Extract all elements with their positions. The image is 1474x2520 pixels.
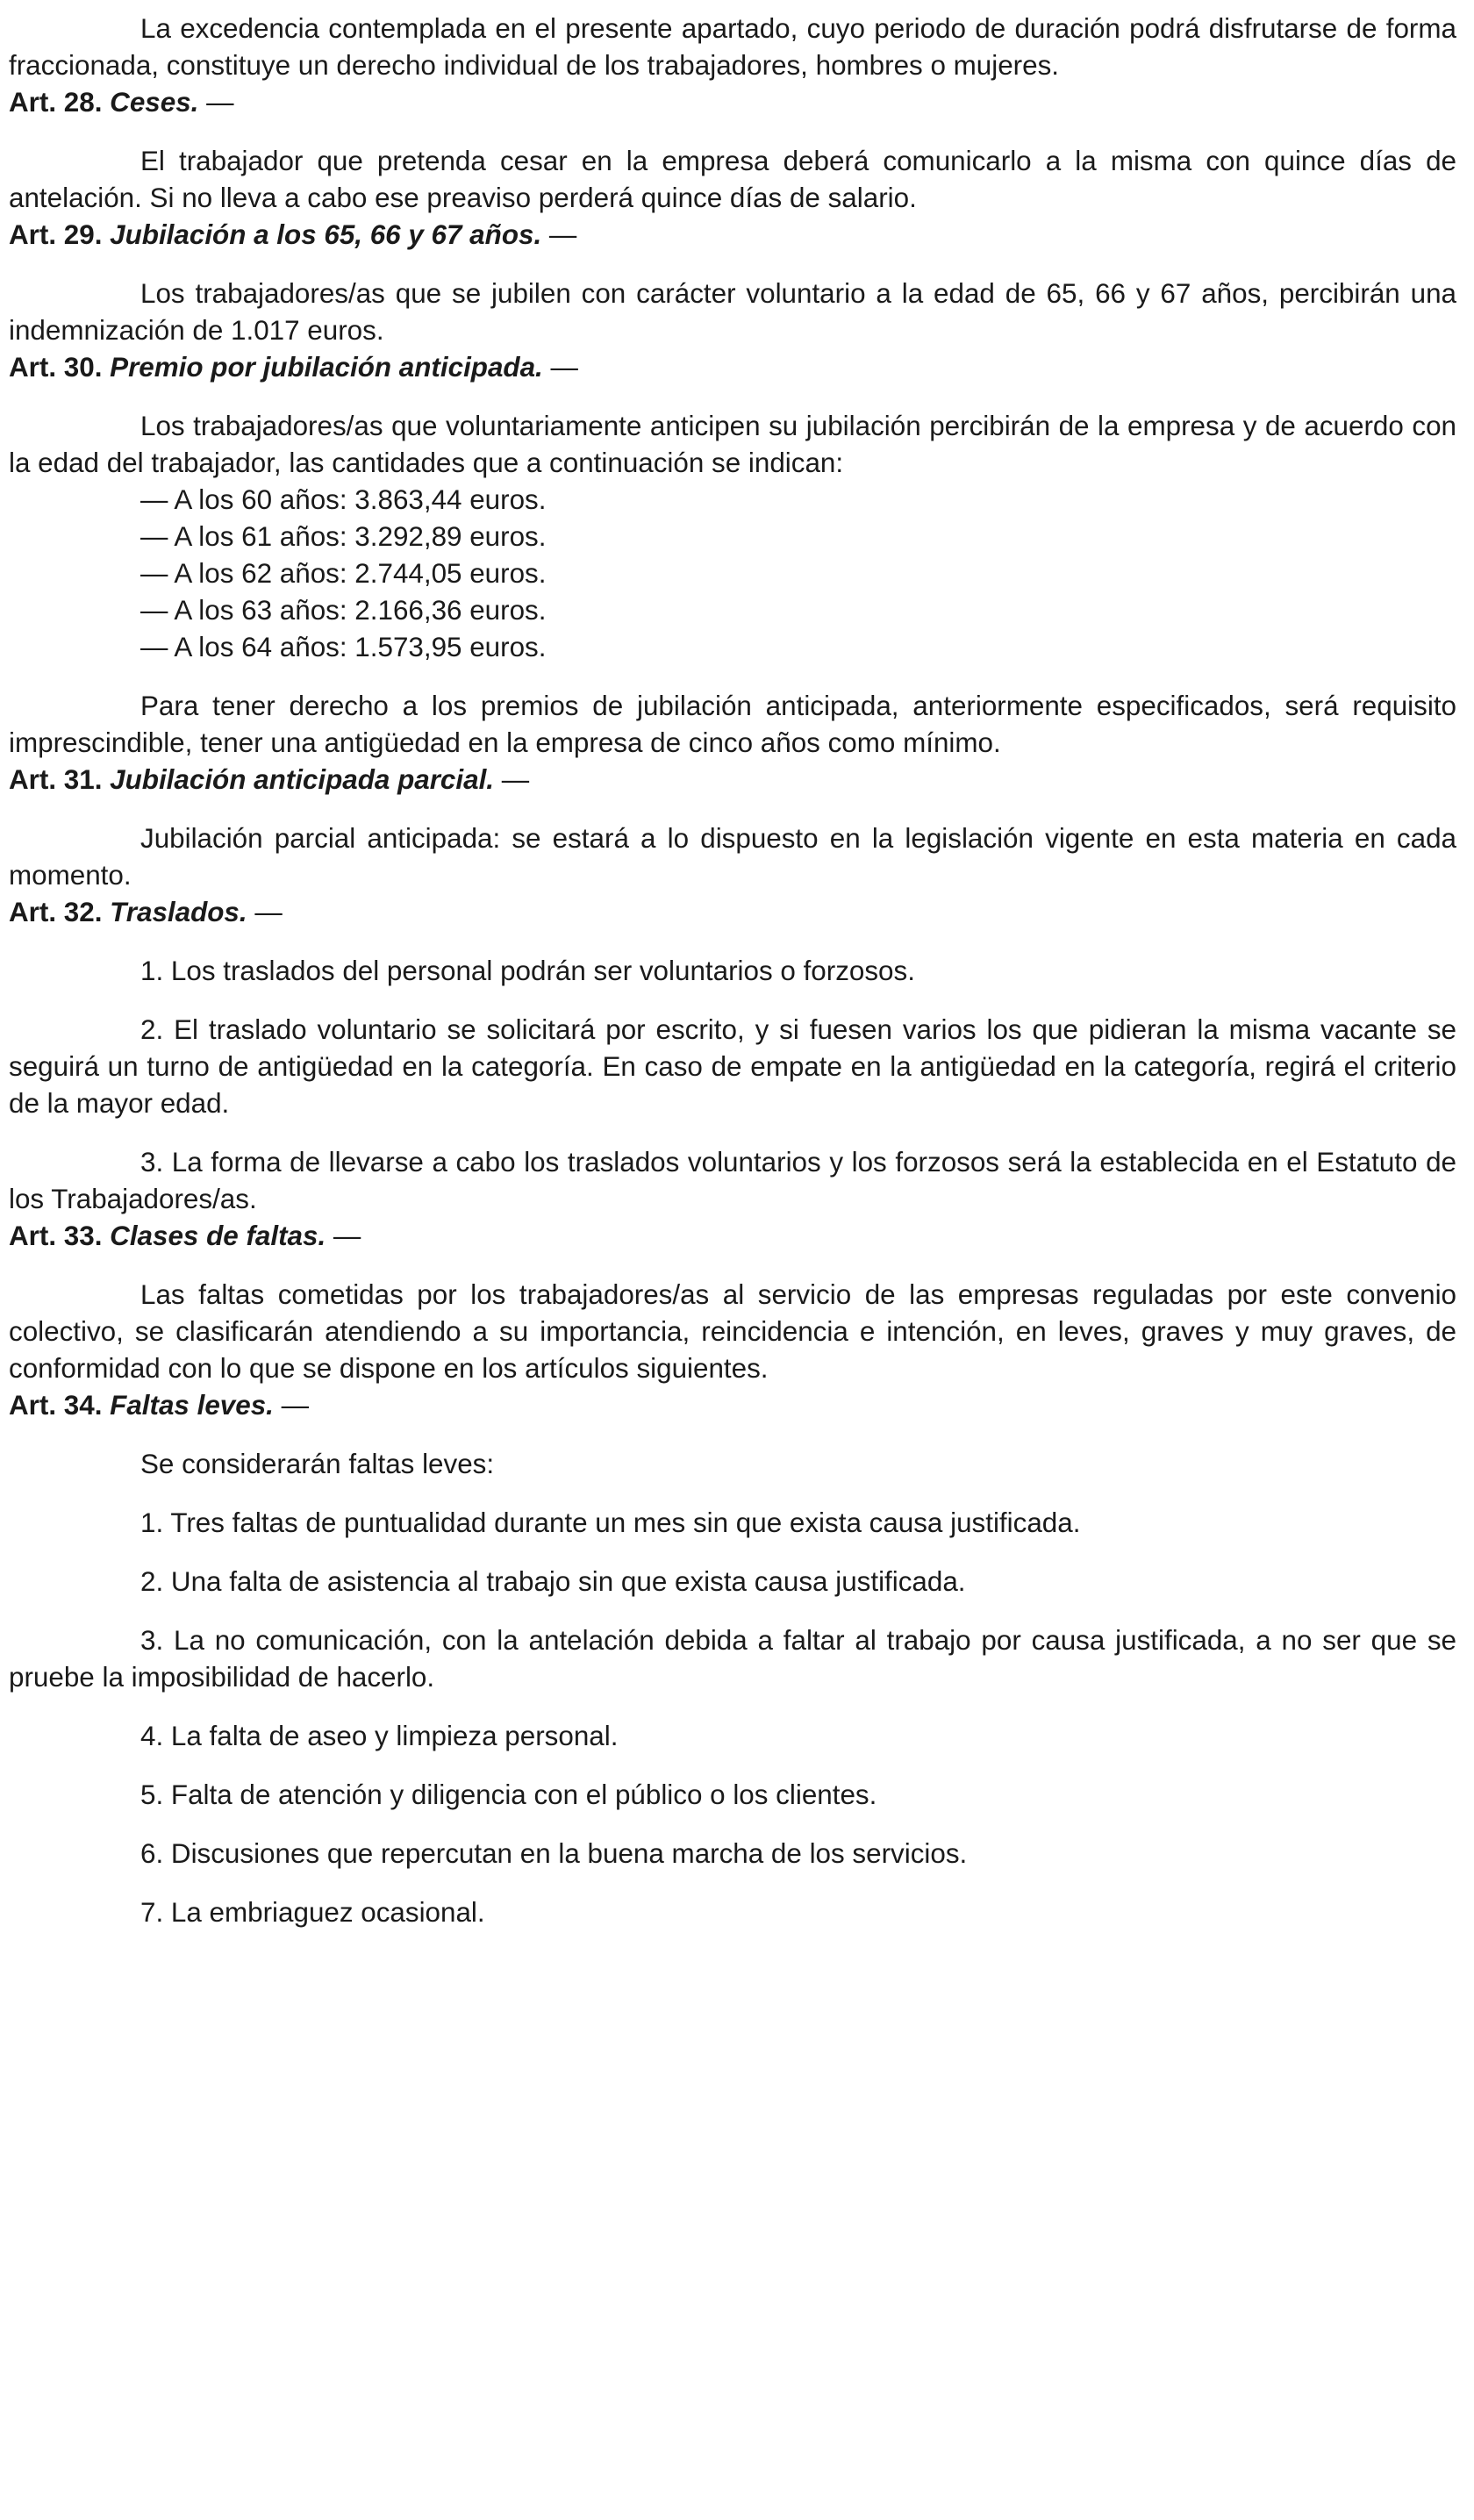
article-32-paragraph-2: 2. El traslado voluntario se solicitará por escrito, y si fuesen varios los que pidieran la misma vacante se seguirá un turno de antigüedad en la categoría. En caso de empate en la antigüedad en la categoría, regirá el criterio de la mayor edad.: [9, 1014, 1456, 1119]
document-page: [9, 4, 1456, 1931]
article-title: Faltas leves.: [110, 1390, 274, 1421]
article-title: Premio por jubilación anticipada.: [110, 352, 543, 383]
list-item: — A los 64 años: 1.573,95 euros.: [140, 632, 547, 662]
article-number: Art. 34.: [9, 1390, 103, 1421]
list-item: 7. La embriaguez ocasional.: [140, 1897, 485, 1928]
list-item: 2. Una falta de asistencia al trabajo sin que exista causa justificada.: [140, 1566, 966, 1597]
article-number: Art. 33.: [9, 1221, 103, 1251]
list-item: 4. La falta de aseo y limpieza personal.: [140, 1721, 619, 1751]
article-dash: —: [550, 352, 578, 383]
article-title: Ceses.: [110, 87, 199, 118]
article-32-paragraph-1: 1. Los traslados del personal podrán ser voluntarios o forzosos.: [140, 956, 915, 986]
article-34-intro: Se considerarán faltas leves:: [140, 1449, 495, 1479]
article-title: Traslados.: [110, 897, 247, 927]
article-title: Jubilación anticipada parcial.: [110, 764, 495, 795]
article-31-paragraph: Jubilación parcial anticipada: se estará a lo dispuesto en la legislación vigente en esta materia en cada momento.: [9, 823, 1456, 891]
article-number: Art. 29.: [9, 219, 103, 250]
article-number: Art. 31.: [9, 764, 103, 795]
article-32-paragraph-3: 3. La forma de llevarse a cabo los traslados voluntarios y los forzosos será la establecida en el Estatuto de los Trabajadores/as.: [9, 1147, 1456, 1214]
article-31-heading: [9, 762, 1456, 798]
article-29-heading: [9, 217, 1456, 254]
article-33-paragraph: Las faltas cometidas por los trabajadores/as al servicio de las empresas reguladas por este convenio colectivo, se clasificarán atendiendo a su importancia, reincidencia e intención, en leves, graves y muy graves, de conformidad con lo que se dispone en los artículos siguientes.: [9, 1279, 1456, 1384]
article-30-paragraph: Los trabajadores/as que voluntariamente anticipen su jubilación percibirán de la empresa y de acuerdo con la edad del trabajador, las cantidades que a continuación se indican:: [9, 411, 1456, 478]
article-title: Clases de faltas.: [110, 1221, 326, 1251]
article-33-heading: [9, 1218, 1456, 1255]
list-item: 3. La no comunicación, con la antelación debida a faltar al trabajo por causa justificada, a no ser que se pruebe la imposibilidad de hacerlo.: [9, 1625, 1456, 1693]
list-item: — A los 60 años: 3.863,44 euros.: [140, 484, 547, 515]
article-dash: —: [281, 1390, 310, 1421]
list-item: — A los 62 años: 2.744,05 euros.: [140, 558, 547, 589]
article-dash: —: [548, 219, 577, 250]
list-item: 6. Discusiones que repercutan en la buena marcha de los servicios.: [140, 1838, 968, 1869]
list-item: 1. Tres faltas de puntualidad durante un mes sin que exista causa justificada.: [140, 1507, 1081, 1538]
article-29-paragraph: Los trabajadores/as que se jubilen con carácter voluntario a la edad de 65, 66 y 67 años, percibirán una indemnización de 1.017 euros.: [9, 278, 1456, 346]
article-number: Art. 30.: [9, 352, 103, 383]
list-item: — A los 63 años: 2.166,36 euros.: [140, 595, 547, 626]
intro-paragraph: La excedencia contemplada en el presente apartado, cuyo periodo de duración podrá disfrutarse de forma fraccionada, constituye un derecho individual de los trabajadores, hombres o mujeres.: [9, 13, 1456, 81]
article-34-heading: [9, 1387, 1456, 1424]
list-item: — A los 61 años: 3.292,89 euros.: [140, 521, 547, 552]
article-30-heading: [9, 349, 1456, 386]
article-number: Art. 28.: [9, 87, 103, 118]
article-number: Art. 32.: [9, 897, 103, 927]
article-28-paragraph: El trabajador que pretenda cesar en la empresa deberá comunicarlo a la misma con quince días de antelación. Si no lleva a cabo ese preaviso perderá quince días de salario.: [9, 146, 1456, 213]
article-dash: —: [333, 1221, 361, 1251]
list-item: 5. Falta de atención y diligencia con el público o los clientes.: [140, 1779, 877, 1810]
article-dash: —: [254, 897, 283, 927]
article-dash: —: [206, 87, 234, 118]
article-28-heading: [9, 84, 1456, 121]
article-32-heading: [9, 894, 1456, 931]
article-title: Jubilación a los 65, 66 y 67 años.: [110, 219, 542, 250]
article-30-requirement-paragraph: Para tener derecho a los premios de jubilación anticipada, anteriormente especificados, será requisito imprescindible, tener una antigüedad en la empresa de cinco años como mínimo.: [9, 691, 1456, 758]
article-dash: —: [501, 764, 530, 795]
